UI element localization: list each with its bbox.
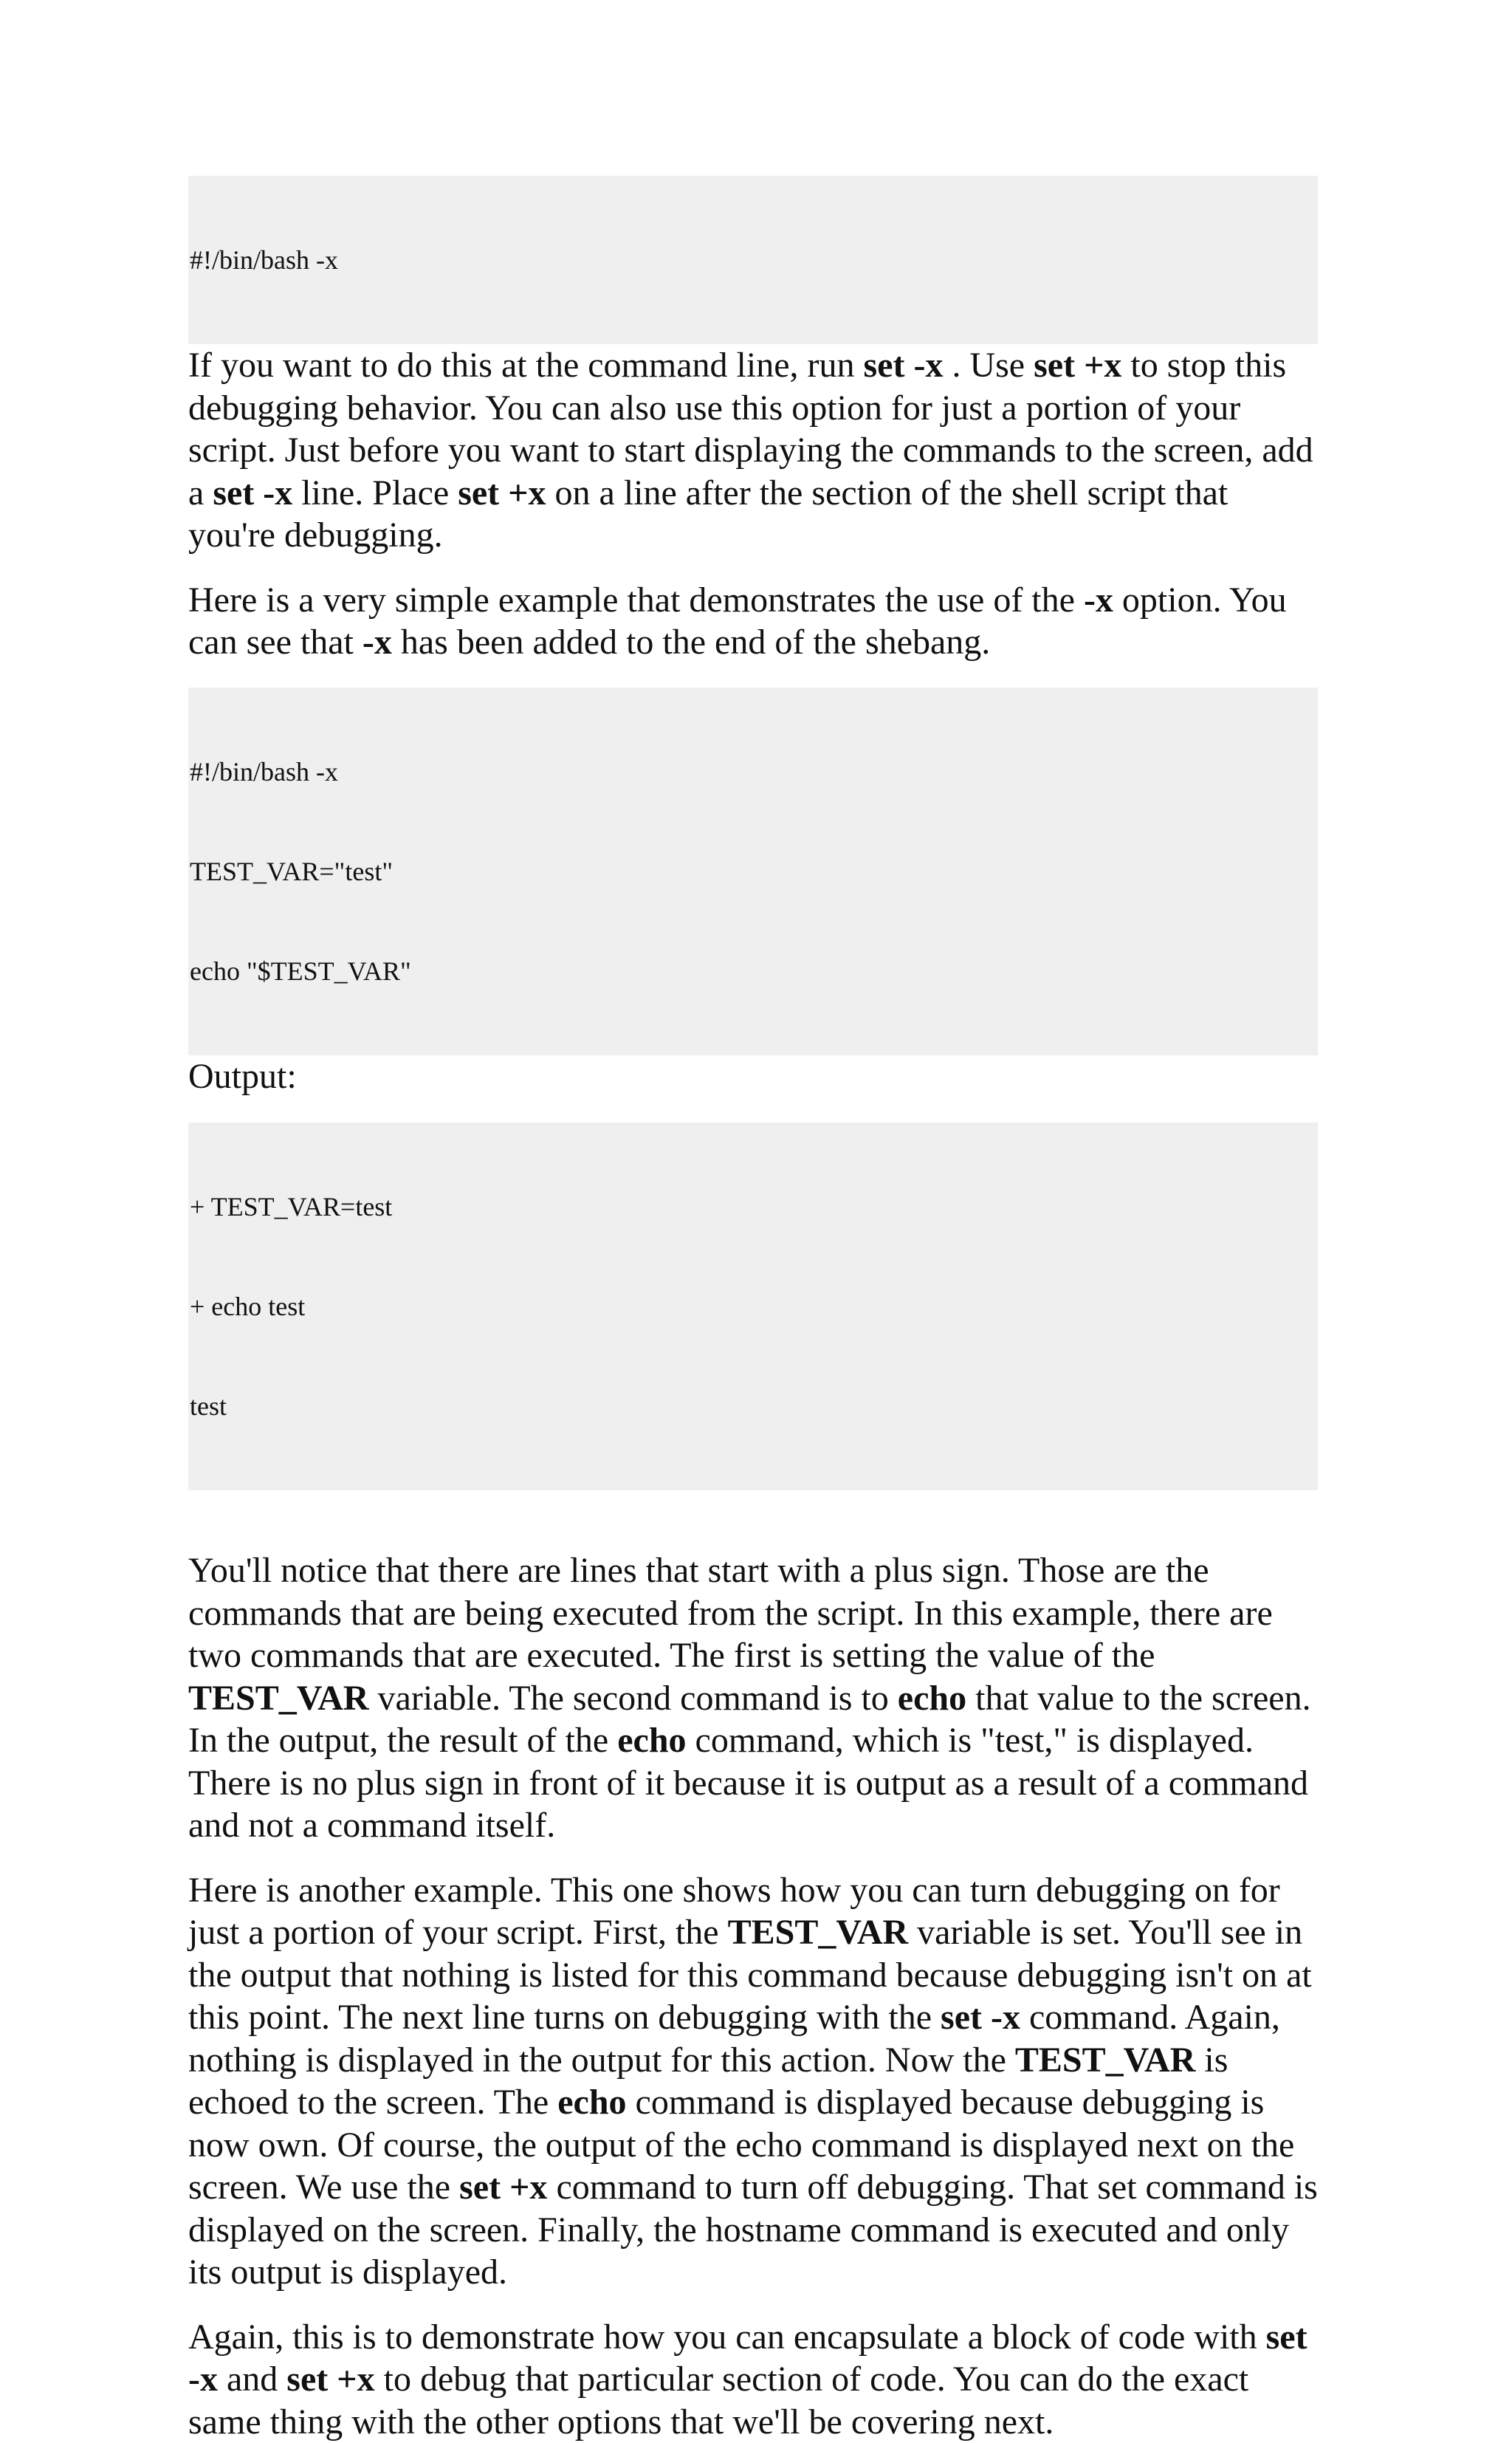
text-run: variable is set. You'll see in the output that nothing is listed for this command because debugging isn't on at this point. The next line turns on debugging with the [188,1913,1312,2037]
bold-term: TEST_VAR [188,1679,369,1718]
text-run: on a line after the section of the shell script that you're debugging. [188,473,1228,555]
bold-term: echo [557,2083,626,2122]
bold-term: TEST_VAR [728,1913,909,1952]
text-run: Here is another example. This one shows how you can turn debugging on for just a portion of your script. First, the [188,1871,1280,1953]
bold-term: set -x [188,2317,1307,2399]
bold-term: -x [1084,580,1113,620]
text-run: to debug that particular section of code. You can do the exact same thing with the other options that we'll be covering next. [188,2360,1248,2442]
code-line: + echo test [190,1290,1318,1323]
bold-term: echo [898,1679,966,1718]
bold-term: set +x [1034,346,1121,385]
document-page [188,176,1318,2443]
text-run: is echoed to the screen. The [188,2041,1228,2122]
text-run: command, which is "test," is displayed. There is no plus sign in front of it because it is output as a result of a command and not a command itself. [188,1721,1308,1845]
text-run: variable. The second command is to [369,1679,898,1718]
code-block-example-script [188,688,1318,1055]
text-run: Here is a very simple example that demonstrates the use of the [188,580,1084,620]
code-line: #!/bin/bash -x [190,755,1318,789]
code-line: #!/bin/bash -x [190,244,1318,277]
bold-term: set +x [458,473,546,513]
text-run: Again, this is to demonstrate how you can encapsulate a block of code with [188,2317,1266,2357]
text-run: and [218,2360,286,2399]
text-run: has been added to the end of the shebang. [392,623,990,662]
code-line: + TEST_VAR=test [190,1190,1318,1224]
paragraph-another-example [188,1869,1318,2294]
text-run: that value to the screen. In the output, the result of the [188,1679,1311,1761]
text-run: If you want to do this at the command line, run [188,346,863,385]
code-block-shebang [188,176,1318,344]
text-run: to stop this debugging behavior. You can also use this option for just a portion of your script. Just before you want to start displaying the commands to the screen, add a [188,346,1313,513]
paragraph-encapsulate-block [188,2316,1318,2443]
paragraph-plus-sign-explanation [188,1549,1318,1847]
bold-term: set +x [459,2168,547,2207]
bold-term: set -x [213,473,292,513]
output-label: Output: [188,1055,1318,1098]
bold-term: echo [617,1721,686,1760]
text-run: command is displayed because debugging is now own. Of course, the output of the echo command is displayed next on the screen. We use the [188,2083,1294,2207]
code-line: TEST_VAR="test" [190,855,1318,888]
bold-term: set +x [286,2360,374,2399]
text-run: You'll notice that there are lines that start with a plus sign. Those are the commands that are being executed from the script. In this example, there are two commands that are executed. The first is setting the value of the [188,1551,1273,1675]
text-run: option. You can see that [188,580,1287,662]
bold-term: -x [362,623,392,662]
code-line: echo "$TEST_VAR" [190,955,1318,988]
text-run: . Use [943,346,1034,385]
paragraph-simple-example [188,579,1318,664]
code-line: test [190,1390,1318,1423]
code-block-output [188,1123,1318,1490]
bold-term: set -x [941,1998,1020,2037]
bold-term: set -x [863,346,943,385]
text-run: command. Again, nothing is displayed in the output for this action. Now the [188,1998,1280,2080]
paragraph-set-x-intro [188,344,1318,557]
text-run: line. Place [292,473,458,513]
text-run: command to turn off debugging. That set command is displayed on the screen. Finally, the hostname command is executed and only its output is displayed. [188,2168,1318,2292]
bold-term: TEST_VAR [1015,2041,1196,2080]
